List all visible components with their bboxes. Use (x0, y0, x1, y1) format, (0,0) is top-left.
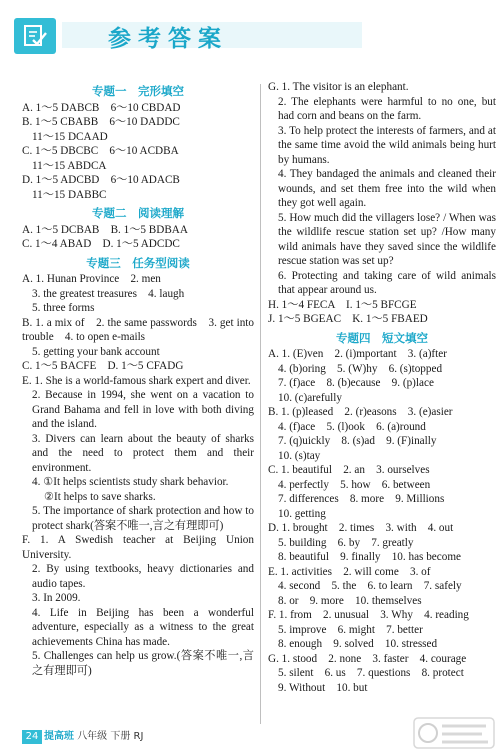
answer-line: J. 1～5 BGEAC K. 1～5 FBAED (268, 313, 428, 325)
answer-line: 4. They bandaged the animals and cleaned their wounds, and set them free into the wild when they got well again. (278, 168, 496, 209)
answer-line: 6. Protecting and taking care of wild animals that appear around us. (278, 269, 496, 296)
answer-line: 8. beautiful 9. finally 10. has become (278, 551, 461, 563)
answer-line: 10. (c)arefully (278, 391, 342, 404)
section-title: 专题一 完形填空 (92, 84, 184, 98)
answer-line: 4. Life in Beijing has been a wonderful adventure, especially as a witness to the great achievements China has made. (32, 606, 254, 648)
answer-line: 3. In 2009. (32, 592, 81, 604)
answer-line: 8. or 9. more 10. themselves (278, 594, 422, 607)
answer-line: F. 1. A Swedish teacher at Beijing Union University. (22, 534, 254, 561)
answer-line: 5. The importance of shark protection and how to protect shark(答案不唯一,言之有理即可) (32, 505, 254, 532)
answer-line: D. 1. brought 2. times 3. with 4. out (268, 522, 454, 534)
answer-line: B. 1. a mix of 2. the same passwords 3. get into trouble 4. to open e-mails (22, 316, 254, 343)
checklist-icon (22, 23, 48, 49)
answer-line: 4. (f)ace 5. (l)ook 6. (a)round (278, 420, 426, 433)
answer-line: 8. enough 9. solved 10. stressed (278, 638, 438, 650)
brand-label: 提高班 (44, 731, 74, 742)
grade-label: 八年级 下册 RJ (77, 731, 144, 742)
answer-line: C. 1. beautiful 2. an 3. ourselves (268, 464, 430, 476)
page-title: 参考答案 (108, 26, 228, 52)
answer-line: 5. silent 6. us 7. questions 8. protect (278, 667, 464, 679)
answer-line: 3. the greatest treasures 4. laugh (32, 287, 185, 300)
answer-line: C. 1～5 DBCBC 6～10 ACDBA (22, 145, 179, 157)
book-label (44, 730, 143, 744)
answer-line: 10. getting (278, 507, 326, 520)
answer-line: 7. (q)uickly 8. (s)ad 9. (F)inally (278, 435, 437, 447)
answer-line: E. 1. activities 2. will come 3. of (268, 565, 431, 578)
answer-line: 2. The elephants were harmful to no one, but had corn and beans on the farm. (278, 95, 496, 122)
answer-line: C. 1～5 BACFE D. 1～5 CFADG (22, 360, 184, 372)
answer-line: 5. improve 6. might 7. better (278, 623, 423, 636)
answer-line: 11～15 ABDCA (32, 159, 107, 172)
answer-line: 3. To help protect the interests of farmers, and at the same time avoid the wild animals being hurt by humans. (278, 124, 496, 166)
section-title: 专题四 短文填空 (336, 330, 428, 345)
answer-line: 4. (b)oring 5. (W)hy 6. (s)topped (278, 362, 443, 375)
column-divider (260, 84, 261, 724)
answer-line: 5. getting your bank account (32, 345, 160, 358)
answer-line: B. 1. (p)leased 2. (r)easons 3. (e)asier (268, 406, 453, 418)
answer-line: 4. ①It helps scientists study shark behavior. (32, 476, 229, 488)
answer-line: A. 1. Hunan Province 2. men (22, 273, 161, 285)
answer-line: 4. perfectly 5. how 6. between (278, 478, 431, 491)
answer-line: 7. (f)ace 8. (b)ecause 9. (p)lace (278, 377, 434, 389)
answer-line: 2. Because in 1994, she went on a vacation to Grand Bahama and fell in love with both diving and the island. (32, 389, 254, 430)
answer-line: E. 1. She is a world-famous shark expert and diver. (22, 374, 251, 387)
answer-line: 5. three forms (32, 302, 95, 314)
answer-line: 4. second 5. the 6. to learn 7. safely (278, 580, 462, 592)
answers-left-column (22, 80, 254, 678)
watermark-logo (412, 716, 496, 750)
answer-line: 3. Divers can learn about the beauty of sharks and the need to protect them and their environment. (32, 432, 254, 474)
answer-line: G. 1. The visitor is an elephant. (268, 81, 409, 93)
answer-line: ②It helps to save sharks. (44, 490, 156, 503)
answer-line: H. 1～4 FECA I. 1～5 BFCGE (268, 298, 417, 311)
answer-line: 5. building 6. by 7. greatly (278, 536, 414, 549)
answer-line: 9. Without 10. but (278, 681, 368, 694)
answer-line: D. 1～5 ADCBD 6～10 ADACB (22, 174, 180, 186)
answers-right-column (268, 80, 496, 695)
section-title: 专题二 阅读理解 (92, 206, 184, 220)
logo-badge (14, 18, 56, 54)
answer-line: G. 1. stood 2. none 3. faster 4. courage (268, 652, 467, 665)
answer-line: 11～15 DABBC (32, 188, 107, 201)
answer-line: 10. (s)tay (278, 449, 321, 462)
answer-line: B. 1～5 CBABB 6～10 DADDC (22, 116, 180, 128)
page-header (0, 0, 500, 66)
answer-line: A. 1. (E)ven 2. (i)mportant 3. (a)fter (268, 348, 447, 360)
page-number: 24 (22, 730, 42, 744)
answer-line: 5. How much did the villagers lose? / When was the wildlife rescue station set up? /How many wild animals have they saved since the wildlife rescue station was set up? (278, 211, 496, 267)
answer-line: 11～15 DCAAD (32, 130, 108, 143)
answer-line: 7. differences 8. more 9. Millions (278, 493, 445, 505)
answer-line: 2. By using textbooks, heavy dictionaries and audio tapes. (32, 563, 254, 590)
answer-line: A. 1～5 DABCB 6～10 CBDAD (22, 101, 181, 114)
section-title: 专题三 任务型阅读 (86, 255, 190, 270)
answer-line: 5. Challenges can help us grow.(答案不唯一,言之有理即可) (32, 650, 254, 677)
answer-line: C. 1～4 ABAD D. 1～5 ADCDC (22, 238, 180, 250)
answer-line: A. 1～5 DCBAB B. 1～5 BDBAA (22, 223, 188, 236)
answer-line: F. 1. from 2. unusual 3. Why 4. reading (268, 609, 469, 621)
